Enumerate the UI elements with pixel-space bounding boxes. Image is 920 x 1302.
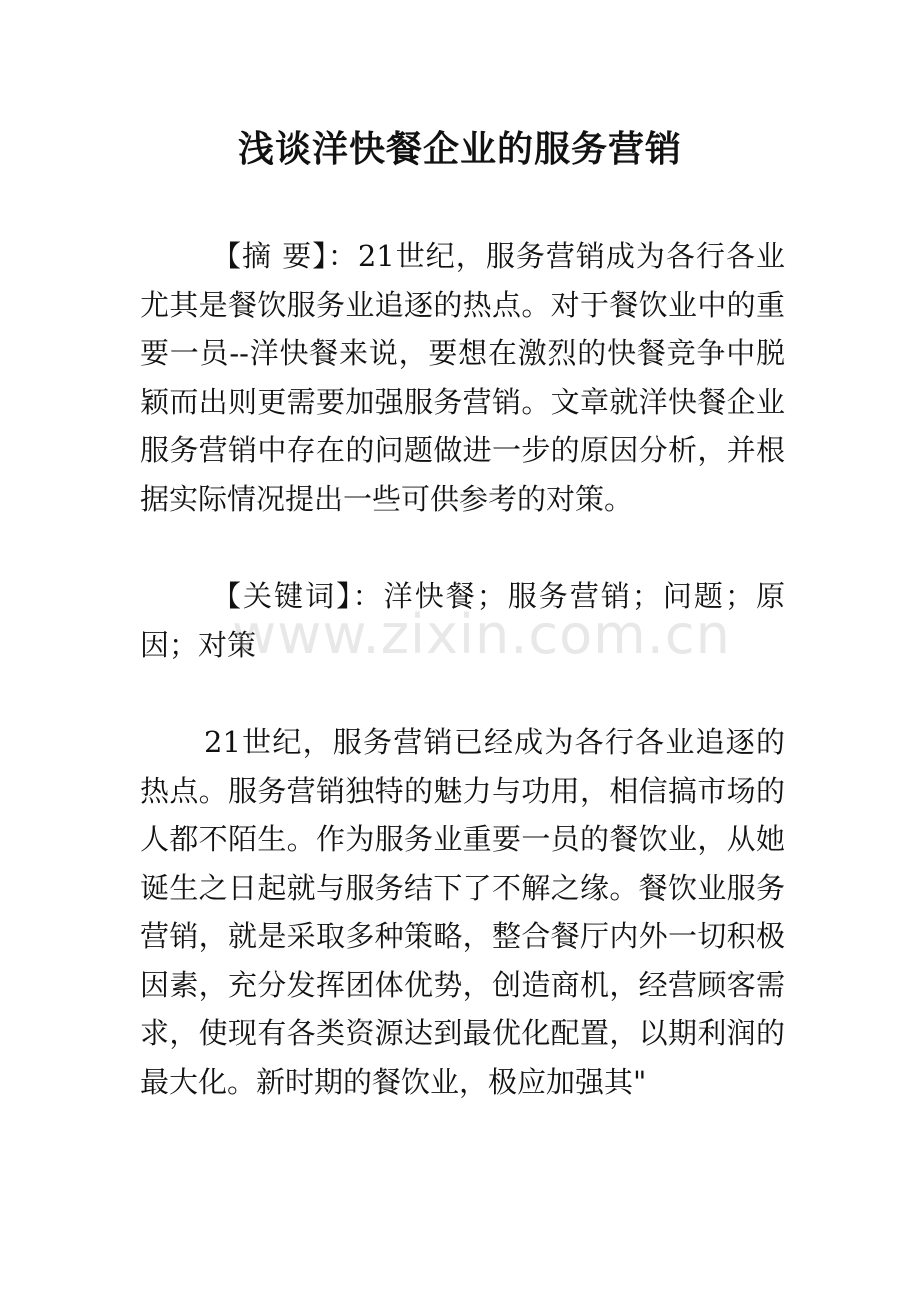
- body-paragraph: 21世纪，服务营销已经成为各行各业追逐的热点。服务营销独特的魅力与功用，相信搞市场的人都不陌生。作为服务业重要一员的餐饮业，从她诞生之日起就与服务结下了不解之缘。餐饮业服务营销，就是采取多种策略，整合餐厅内外一切积极因素，充分发挥团体优势，创造商机，经营顾客需求，使现有各类资源达到最优化配置，以期利润的最大化。新时期的餐饮业，极应加强其": [140, 725, 785, 1099]
- abstract-paragraph: 【摘 要】：21世纪，服务营销成为各行各业尤其是餐饮服务业追逐的热点。对于餐饮业中的重要一员--洋快餐来说，要想在激烈的快餐竞争中脱颖而出则更需要加强服务营销。文章就洋快餐企业服务营销中存在的问题做进一步的原因分析，并根据实际情况提出一些可供参考的对策。: [140, 239, 785, 516]
- watermark: www.zixin.com.cn: [232, 603, 731, 666]
- document-title: 浅谈洋快餐企业的服务营销: [237, 129, 682, 170]
- keywords-paragraph: 【关键词】：洋快餐；服务营销；问题；原因；对策: [140, 579, 785, 662]
